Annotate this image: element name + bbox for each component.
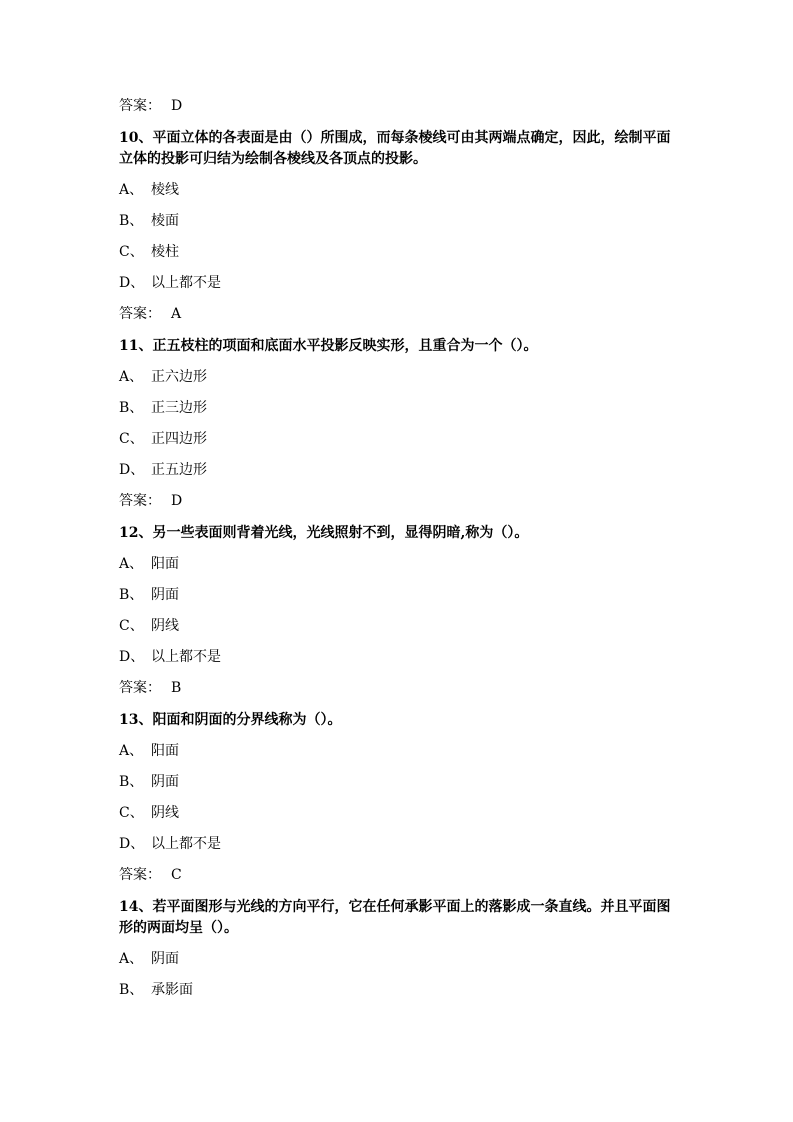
option-text: 阴面 (151, 587, 179, 603)
option-text: 正六边形 (151, 369, 207, 385)
option-letter: A、 (119, 182, 144, 198)
answer-11 (119, 491, 679, 511)
option-a (119, 367, 679, 387)
option-d (119, 647, 679, 667)
option-text: 正四边形 (151, 431, 207, 447)
option-letter: C、 (119, 244, 144, 260)
answer-13 (119, 865, 679, 885)
answer-label: 答案： (119, 493, 161, 509)
option-letter: C、 (119, 618, 144, 634)
prev-answer (119, 96, 679, 116)
document-content (119, 96, 679, 1000)
option-b (119, 211, 679, 231)
option-letter: B、 (119, 982, 144, 998)
option-letter: D、 (119, 836, 145, 852)
option-text: 以上都不是 (151, 836, 221, 852)
option-c (119, 616, 679, 636)
question-13: 13、阳面和阴面的分界线称为（）。 (119, 712, 342, 728)
answer-value: B (171, 680, 182, 696)
option-d (119, 273, 679, 293)
option-text: 阳面 (151, 743, 179, 759)
option-letter: D、 (119, 462, 145, 478)
option-text: 以上都不是 (151, 649, 221, 665)
option-letter: A、 (119, 951, 144, 967)
option-text: 正三边形 (151, 400, 207, 416)
option-letter: C、 (119, 431, 144, 447)
option-text: 承影面 (151, 982, 193, 998)
option-text: 阴线 (151, 805, 179, 821)
option-d (119, 834, 679, 854)
option-b (119, 585, 679, 605)
option-d (119, 460, 679, 480)
option-letter: B、 (119, 213, 144, 229)
question-12: 12、另一些表面则背着光线，光线照射不到，显得阴暗,称为（）。 (119, 525, 529, 541)
option-letter: A、 (119, 556, 144, 572)
answer-value: C (171, 867, 182, 883)
answer-value: D (171, 493, 183, 509)
option-letter: A、 (119, 369, 144, 385)
option-c (119, 242, 679, 262)
question-11: 11、正五枝柱的项面和底面水平投影反映实形，且重合为一个（）。 (119, 338, 538, 354)
option-letter: D、 (119, 649, 145, 665)
option-text: 阴面 (151, 774, 179, 790)
option-a (119, 949, 679, 969)
option-letter: D、 (119, 275, 145, 291)
option-b (119, 398, 679, 418)
option-b (119, 772, 679, 792)
question-10: 10、平面立体的各表面是由（）所围成，而每条棱线可由其两端点确定，因此，绘制平面立体的投影可归结为绘制各棱线及各顶点的投影。 (119, 130, 671, 167)
option-text: 棱面 (151, 213, 179, 229)
option-text: 阴面 (151, 951, 179, 967)
option-c (119, 803, 679, 823)
answer-label: 答案： (119, 306, 161, 322)
option-text: 阴线 (151, 618, 179, 634)
option-letter: B、 (119, 774, 144, 790)
option-a (119, 554, 679, 574)
answer-10 (119, 304, 679, 324)
option-letter: B、 (119, 587, 144, 603)
answer-value: A (171, 306, 182, 322)
option-letter: C、 (119, 805, 144, 821)
option-c (119, 429, 679, 449)
option-a (119, 741, 679, 761)
answer-value: D (171, 98, 183, 114)
option-text: 正五边形 (151, 462, 207, 478)
option-text: 阳面 (151, 556, 179, 572)
option-letter: A、 (119, 743, 144, 759)
option-b (119, 980, 679, 1000)
answer-label: 答案： (119, 98, 161, 114)
option-a (119, 180, 679, 200)
option-text: 以上都不是 (151, 275, 221, 291)
question-14: 14、若平面图形与光线的方向平行，它在任何承影平面上的落影成一条直线。并且平面图形的两面均呈（）。 (119, 899, 671, 936)
option-letter: B、 (119, 400, 144, 416)
option-text: 棱线 (151, 182, 179, 198)
answer-12 (119, 678, 679, 698)
answer-label: 答案： (119, 867, 161, 883)
answer-label: 答案： (119, 680, 161, 696)
option-text: 棱柱 (151, 244, 179, 260)
